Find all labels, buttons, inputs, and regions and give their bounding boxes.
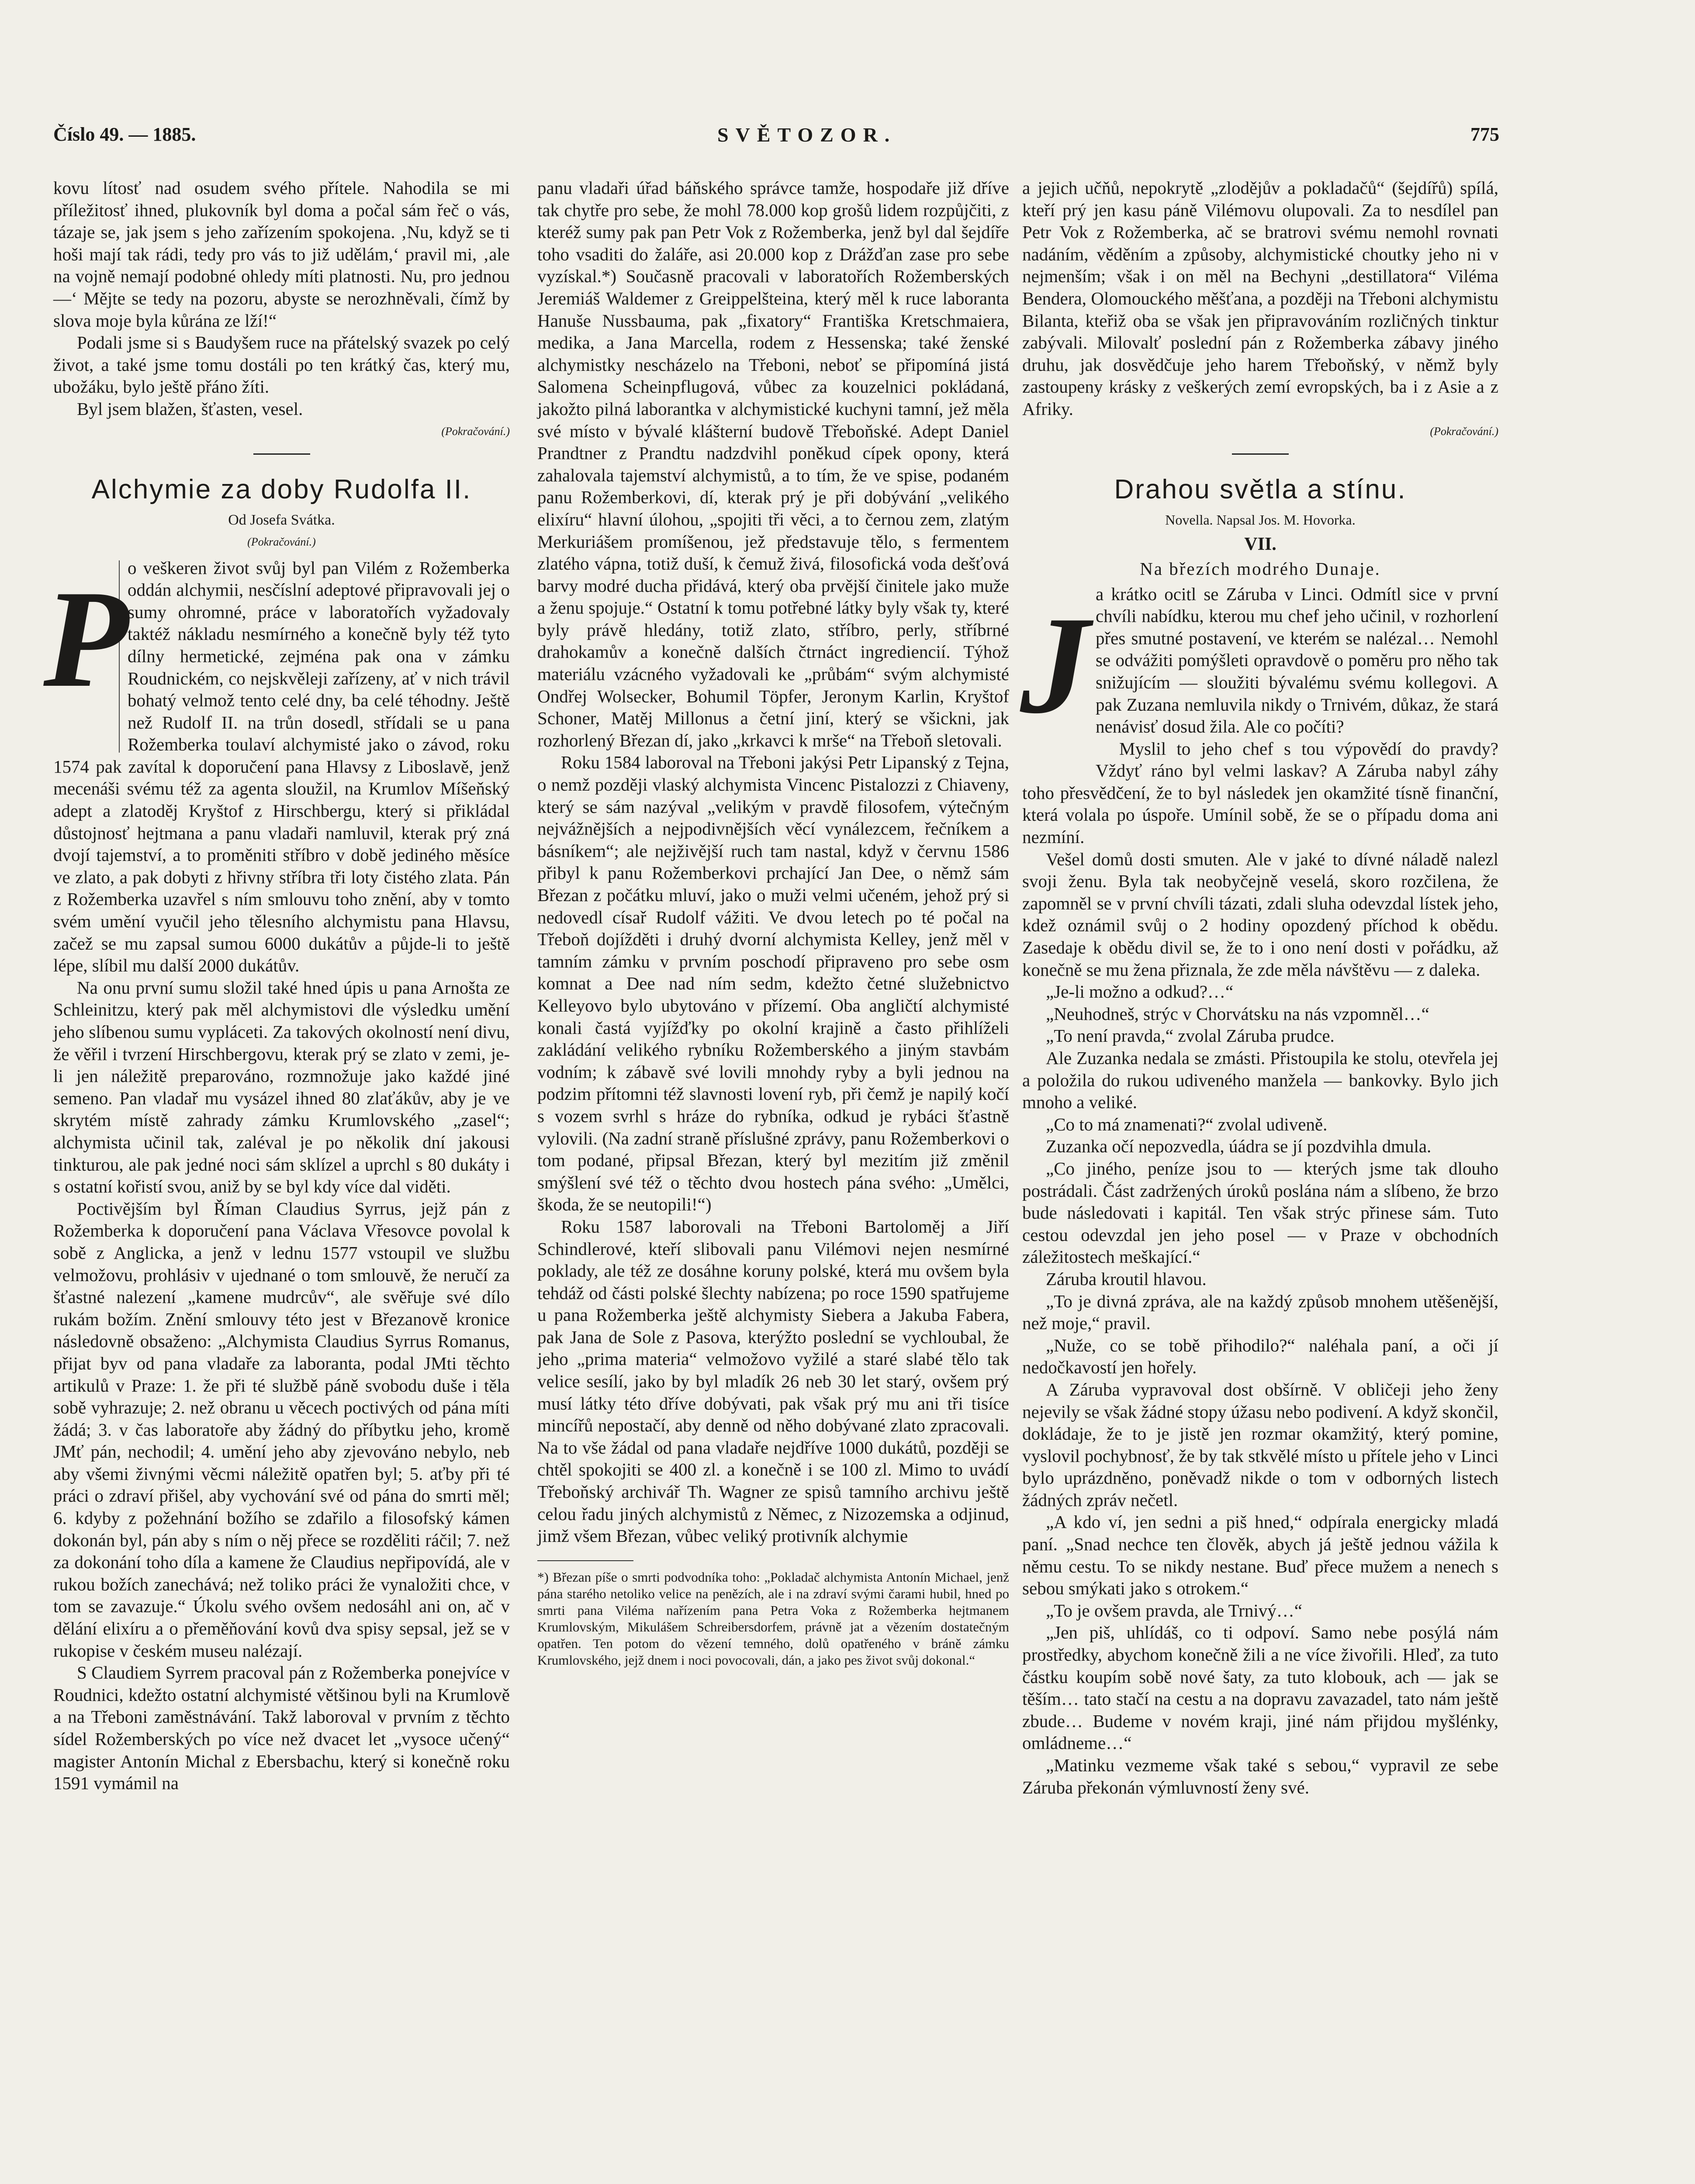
paragraph: a krátko ocitl se Záruba v Linci. Odmítl sice v první chvíli nabídku, kterou mu chef jeho učinil, v rozhorlení přes smutné postavení, ve kterém se nalézal… Nemohl se odvážiti pomýšleti opravdově o poměru pro něho tak snižujícím — sloužiti bývalému svému kollegovi. A pak Zuzana nemluvila nikdy o Trnivém, důkaz, že stará nenávisť dosud žila. Ale co počíti? — [1096, 584, 1498, 737]
issue-number: Číslo 49. — 1885. — [53, 124, 196, 145]
continued-note: (Pokračování.) — [441, 425, 510, 438]
paragraph: A Záruba vypravoval dost obšírně. V obličeji jeho ženy nejevily se však žádné stopy úžasu nebo podivení. A když skončil, dokládaje, že to je jistě jen rozmar okamžitý, který pomine, vyslovil pochybnosť, že by tak stkvělé místo u přítele jeho v Linci bylo uprázdněno, poněvadž nikde o tom v odborných listech žádných zpráv nečetl. — [1022, 1379, 1498, 1510]
column-1 — [43, 177, 510, 1794]
paragraph: Roku 1587 laborovali na Třeboni Bartoloměj a Jiří Schindlerové, kteří slibovali panu Vilémovi nejen nesmírné poklady, ale též ze dosáhne koruny polské, která mu ovšem byla tehdáž od části polské šlechty nabízena; po roce 1590 spatřujeme u pana Rožemberka ještě alchymisty Siebera a Jakuba Fabera, pak Jana de Sole z Pasova, kterýžto poslední se vychloubal, že jeho „prima materia“ velmožovo vyžilé a staré slabé tělo tak velice sesílí, jako by byl mladík 26 neb 30 let starý, ovšem prý musí látky této dříve dobývati, pak však prý mu ani tři tisíce mincířů nepostačí, aby denně od něho dobývané zlato zpracovali. Na to vše žádal od pana vladaře nejdříve 1000 dukátů, později se chtěl spokojiti se 400 zl. a konečně i se 100 zl. Mimo to uvádí Třeboňský archivář Th. Wagner ze spisů tamního archivu ještě celou řadu jiných alchymistů z Němec, z Nizozemska a odjinud, jimž všem Březan, vůbec veliký protivník alchymie — [537, 1216, 1009, 1546]
masthead: SVĚTOZOR. — [717, 124, 897, 146]
paragraph: a jejich učňů, nepokrytě „zlodějův a pokladačů“ (šejdířů) spílá, kteří prý jen kasu páně Vilémovu olupovali. Za to nesdílel pan Petr Vok z Rožemberka, ač se bratrovi svému nemohl rovnati nadáním, věděním a způsoby, alchymistické choutky jeho ni v nejmenším; však i on měl na Bechyni „destillatora“ Viléma Bendera, Olomouckého měšťana, a později na Třeboni alchymistu Bilanta, kteřiž oba se však jen připravováním rozličných tinktur zabývali. Milovalť poslední pán z Rožemberka zábavy jiného druhu, jak dosvědčuje jeho harem Třeboňský, v němž byly zastoupeny krásky z veškerých zemí evropských, ba i z Asie a z Afriky. — [1022, 178, 1498, 419]
footnote-divider — [537, 1560, 633, 1561]
article-byline: Od Josefa Svátka. — [228, 511, 335, 528]
column-2 — [537, 177, 1009, 1669]
paragraph: Zuzanka očí nepozvedla, úádra se jí pozdvihla dmula. — [1046, 1136, 1432, 1157]
page-header — [53, 123, 1499, 154]
paragraph: kovu lítosť nad osudem svého přítele. Nahodila se mi příležitosť ihned, plukovník byl doma a počal sám řeč o vás, tázaje se, jak jsem s jeho zařízením spokojena. ‚Nu, když se ti hoši mají tak rádi, tedy pro vás to již udělám,‘ pravil mi, ‚ale na vojně nemají podobné ohledy míti platnosti. Nu, pro jednou —‘ Mějte se tedy na pozoru, abyste se nerozhněvali, čímž by slova moje byla kůrána ze lží!“ — [53, 178, 510, 331]
page-number: 775 — [1470, 124, 1499, 145]
paragraph: „Jen piš, uhlídáš, co ti odpoví. Samo nebe posýlá nám prostředky, abychom konečně žili a ne více živořili. Hleď, za tuto částku koupím sobě nové šaty, za tuto klobouk, ach — jak se těším… tato stačí na cestu a na dopravu zavazadel, tato nám ještě zbude… Budeme v novém kraji, jiné nám přijdou myšlénky, omládneme…“ — [1022, 1622, 1498, 1753]
paragraph: Roku 1584 laboroval na Třeboni jakýsi Petr Lipanský z Tejna, o nemž později vlaský alchymista Vincenc Pistalozzi z Chiaveny, který se sám nazýval „velikým v pravdě filosofem, výtečným nejvážnějších a nejpodivnějších věcí vynálezcem, řečníkem a básníkem“; ale nejživější ruch tam nastal, když v červnu 1586 přibyl k panu Rožemberkovi prchající Jan Dee, o němž sám Březan z počátku mluví, jako o muži velmi učeném, jehož prý si nedovedl císař Rudolf vážiti. Ve dvou letech po té počal na Třeboň dojížděti i druhý dvorní alchymista Kelley, jenž měl v tamním zámku v prvním poschodí připraveno pro sebe osm komnat a Dee nad ním sedm, kdežto četné služebnictvo Kelleyovo bylo ubytováno v přízemí. Oba angličtí alchymisté konali častá vyjížďky po okolní krajině a často přihlíželi zakládání velikého rybníku Rožemberského a jiným stavbám vodním; k zábavě své lovili mnohdy ryby a byli jednou na podzim přítomni též slavnosti lovení ryb, při čemž je napilý kočí s vozem svrhl s hráze do rybníka, odkud je rybáci šťastně vylovili. (Na zadní straně příslušné zprávy, panu Rožemberkovi o tom podané, připsal Březan, který byl mezitím již změnil smýšlení své též o těchto dvou hostech pána svého: „Umělci, škoda, že se neutopili!“) — [537, 752, 1009, 1215]
continued-note: (Pokračování.) — [1430, 425, 1498, 438]
article-title: Alchymie za doby Rudolfa II. — [91, 474, 472, 505]
paragraph: Podali jsme si s Baudyšem ruce na přátelský svazek po celý život, a také jsme tomu dostáli po ten krátký čas, který mu, ubožáku, bylo ještě přáno žíti. — [53, 332, 510, 397]
paragraph: „To není pravda,“ zvolal Záruba prudce. — [1046, 1026, 1335, 1046]
continued-note: (Pokračování.) — [247, 535, 316, 548]
paragraph: S Claudiem Syrrem pracoval pán z Rožemberka ponejvíce v Roudnici, kdežto ostatní alchymisté většinou byli na Krumlově a na Třeboni zaměstnávání. Takž laboroval v prvním z těchto sídel Rožemberských po více než dvacet let „vysoce učený“ magister Antonín Michal z Ebersbachu, který si konečně roku 1591 vymámil na — [53, 1662, 510, 1794]
paragraph: „To je ovšem pravda, ale Trnivý…“ — [1046, 1600, 1302, 1621]
paragraph: „Neuhodneš, strýc v Chorvátsku na nás vzpomněl…“ — [1046, 1003, 1429, 1024]
paragraph: panu vladaři úřad báňského správce tamže, hospodaře již dříve tak chytře pro sebe, že mohl 78.000 kop grošů lidem rozpůjčiti, z kteréž sumy pak pan Petr Vok z Rožemberka, jenž byl dal šejdíře toho vsaditi do žaláře, asi 20.000 kop z Drážďan zase pro sebe vyzískal.*) Současně pracovali v laboratořích Rožemberských Jeremiáš Waldemer z Greippelšteina, který měl k ruce laboranta Hanuše Nussbauma, pak „fixatory“ Františka Kretschmaiera, medika, a Jana Marcella, rodem z Hessenska; také ženské alchymistky nescházelo na Třeboni, neboť se připomíná jistá Salomena Scheinpflugová, vůbec za kouzelnici pokládaná, jakožto pilná laborantka v alchymistické kuchyni tamní, jež měla své místo v bývalé klášterní budově Třeboňské. Adept Daniel Prandtner z Prandtu nadzdvihl poněkud cípek opony, která zahalovala tajemství alchymistů, a to tím, že ve spise, podaném panu Rožemberkovi, dí, kterak prý je při dobývání „velikého elixíru“ hlavní úlohou, „spojiti tři věci, a to černou zem, zlatým Merkuriášem promíšenou, jež představuje tělo, s fermentem zlatého vápna, totiž duší, k čemuž živá, filosofická voda dešťová barvy modré ducha přidává, který oba prvější činitele jako muže a ženu spojuje.“ Ostatní k tomu potřebné látky byly však ty, které byly právě hledány, totiž zlato, stříbro, perly, stříbrné drahokamův a konečně dalších čtrnáct ingrediencií. Týhož materiálu vzácného vyžadovali ke „průbám“ svým alchymisté Ondřej Wolsecker, Bohumil Töpfer, Jeronym Karlin, Kryštof Schoner, Matěj Millonus a četní jiní, který se všickni, jak rozhorlený Březan dí, jako „krkavci k mrše“ na Třeboň sletovali. — [537, 178, 1009, 750]
paragraph: „To je divná zpráva, ale na každý způsob mnohem utěšenější, než moje,“ pravil. — [1022, 1291, 1498, 1334]
drop-cap: J — [1020, 587, 1090, 743]
section-divider — [253, 453, 310, 455]
column-3 — [1022, 177, 1498, 1798]
paragraph: Záruba kroutil hlavou. — [1046, 1268, 1207, 1289]
chapter-number: VII. — [1244, 534, 1276, 554]
story-title: Drahou světla a stínu. — [1114, 474, 1407, 505]
section-divider — [1232, 453, 1289, 455]
chapter-title: Na březích modrého Dunaje. — [1140, 558, 1381, 579]
paragraph: „Co to má znamenati?“ zvolal udiveně. — [1046, 1114, 1328, 1134]
paragraph: Myslil to jeho chef s tou výpovědí do pravdy? Vždyť ráno byl velmi laskav? A Záruba nabyl záhy toho přesvědčení, že to byl následek jen okamžité tísně finanční, která volala po úspoře. Umínil sobě, že se o případu doma ani nezmíní. — [1022, 738, 1498, 847]
paragraph: „Je-li možno a odkud?…“ — [1046, 981, 1234, 1002]
paragraph: o veškeren život svůj byl pan Vilém z Rožemberka oddán alchymii, nesčíslní adeptové připravovali jej o sumy ohromné, práce v laboratořích vyžadovaly taktéž nákladu nesmírného a konečně byly též tyto dílny hermetické, zejména pak ona v zámku Roudnickém, co nejskvěleji zařízeny, ať v nich trávil bohatý velmož tento celé dny, ba celé téhodny. Ještě než Rudolf II. na trůn dosedl, střídali se u pana Rožemberka toulaví alchymisté jako o závod, roku 1574 pak zavítal k doporučení pana Hlavsy z Liboslavě, jenž mecenáši svému též za agenta sloužil, na Krumlov Míšeňský adept a zlatoděj Kryštof z Hirschbergu, který si přikládal důstojnosť hejtmana a panu vladaři namluvil, kterak prý zná dvojí tajemství, a to proměniti stříbro v době jediného měsíce ve zlato, a pak dobyti z hřivny stříbra tři loty čistého zlata. Pán z Rožemberka uzavřel s ním smlouvu toho znění, aby v tomto svém umění vyučil jeho tělesního alchymistu pana Hlavsu, začež se mu zapsal sumou 6000 dukátův a půjde-li to ještě lépe, slíbil mu další 2000 dukátův. — [53, 557, 510, 976]
paragraph: Byl jsem blažen, šťasten, vesel. — [77, 398, 303, 419]
paragraph: „A kdo ví, jen sedni a piš hned,“ odpírala energicky mladá paní. „Snad nechce ten člověk, abych já ještě jednou vážila k němu cestu. To se nikdy nestane. Buď přece mužem a nenech s sebou smýkati jako s otrokem.“ — [1022, 1512, 1498, 1599]
paragraph: „Matinku vezmeme však také s sebou,“ vypravil ze sebe Záruba překonán výmluvností ženy své. — [1022, 1755, 1498, 1797]
paragraph: „Co jiného, peníze jsou to — kterých jsme tak dlouho postrádali. Část zadržených úroků poslána nám a slíbeno, že brzo bude následovati i kapitál. Ten však strýc přinese sám. Tuto cestou odevzdal jen jeho posel — v Praze v obchodních záležitostech meškající.“ — [1022, 1158, 1498, 1267]
drop-cap: P — [53, 560, 120, 753]
paragraph: Poctivějším byl Říman Claudius Syrrus, jejž pán z Rožemberka k doporučení pana Václava Vřesovce povolal k sobě z Anglicka, a jenž v lednu 1577 vstoupil ve službu velmožovu, prohlásiv v ujednané o tom smlouvě, že neručí za šťastné nalezení „kamene mudrcův“, ale svěřuje své dílo rukám božím. Znění smlouvy této jest v Březanově kronice následovně obsaženo: „Alchymista Claudius Syrrus Romanus, přijat byv od pana vladaře za laboranta, podal JMti těchto artikulů v Praze: 1. že při té službě páně svobodu duše i těla sobě vyhrazuje; 2. než obranu u věcech poctivých od pána míti žádá; 3. v čas laboratoře aby žádný do příbytku jeho, kromě JMť pán, nechodil; 4. umění jeho aby zjevováno nebylo, neb aby všemi živnými věcmi náležitě opatřen byl; 5. aťby při té práci o zdraví přišel, aby vychování své od pána do smrti měl; 6. kdyby z požehnání božího se zdařilo a filosofský kámen dokonán byl, pán aby s ním o něj přece se rozděliti ráčil; 7. než za dokonání toho díla a kamene že Claudius nepřipovídá, ale v rukou božích zanechává; než toliko práci že vynaložiti chce, v tom se zavazuje.“ Úkolu svého ovšem nedosáhl ani on, ač v dělání elixíru a o přeměňování kovů dva spisy sepsal, jež se v rukopise v českém museu nalézají. — [53, 1198, 510, 1661]
paragraph: Na onu první sumu složil také hned úpis u pana Arnošta ze Schleinitzu, který pak měl alchymistovi dle výsledku umění jeho slíbenou sumu vypláceti. Za takových okolností není divu, že věřil i tvrzení Hirschbergovu, kterak prý se zlato v zemi, je-li jen náležitě preparováno, rozmnožuje jako každé jiné semeno. Pan vladař mu vysázel ihned 80 zlaťákův, aby je ve skrytém místě zahrady zámku Krumlovského „zasel“; alchymista učinil tak, zaléval je po několik dní jakousi tinkturou, ale pak jedné noci sám sklízel a uprchl s 80 dukáty i s ostatní kořistí svou, aniž by se byl kdy více dal viděti. — [53, 977, 510, 1197]
story-byline: Novella. Napsal Jos. M. Hovorka. — [1165, 511, 1356, 528]
paragraph: „Nuže, co se tobě přihodilo?“ naléhala paní, a oči jí nedočkavostí jen hořely. — [1022, 1335, 1498, 1378]
footnote: *) Březan píše o smrti podvodníka toho: „Pokladač alchymista Antonín Michael, jenž pána starého netoliko velice na penězích, ale i na zdraví svými čarami hubil, hned po smrti pana Viléma nařízením pana Petra Voka z Rožemberka hejtmanem Krumlovským, Mikulášem Schreibersdorfem, právně jat a vězením dostatečným opatřen. Ten potom do vězení temného, dolů opatřeného v bráně zámku Krumlovského, jejž dnem i noci povocovali, dán, a jako pes život svůj dokonal.“ — [537, 1569, 1009, 1668]
paragraph: Ale Zuzanka nedala se zmásti. Přistoupila ke stolu, otevřela jej a položila do rukou udiveného manžela — bankovky. Bylo jich mnoho a veliké. — [1022, 1048, 1498, 1113]
paragraph: Vešel domů dosti smuten. Ale v jaké to dívné náladě nalezl svoji ženu. Byla tak neobyčejně veselá, skoro rozčilena, že zapomněl se v první chvíli tázati, zdali sluha odevzdal lístek jeho, kdež oznámil svůj o 2 hodiny opozdený příchod k obědu. Zasedaje k obědu divil se, že to i ono není dosti v pořádku, až konečně se mu žena přiznala, že zde měla návštěvu — z daleka. — [1022, 849, 1498, 980]
